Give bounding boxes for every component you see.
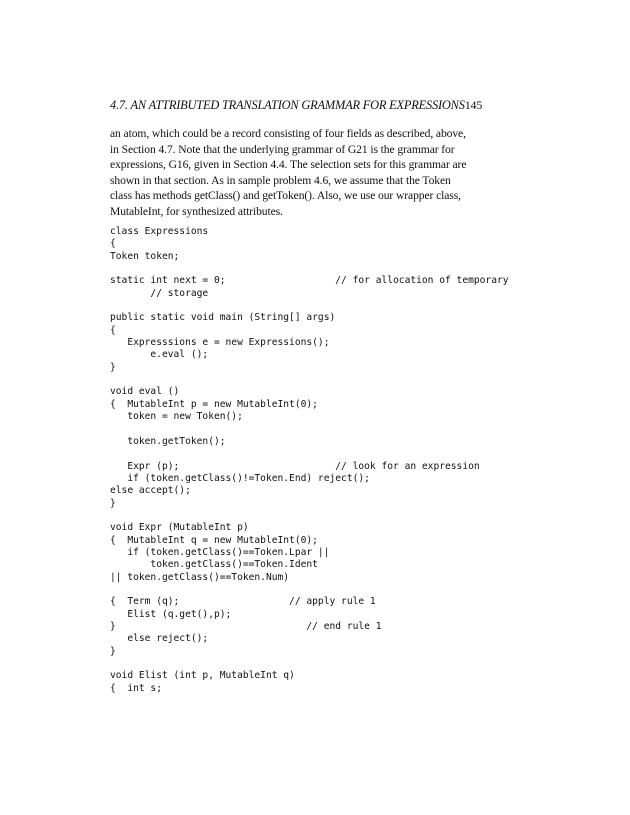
paragraph-line: MutableInt, for synthesized attributes. xyxy=(110,204,283,218)
code-line: // storage xyxy=(110,287,209,299)
paragraph-line: shown in that section. As in sample problem 4.6, we assume that the Token xyxy=(110,173,451,187)
code-line: token = new Token(); xyxy=(110,411,243,423)
code-line: e.eval (); xyxy=(110,349,209,361)
code-line: } xyxy=(110,497,116,509)
code-line: class Expressions xyxy=(110,226,209,237)
paragraph-line: an atom, which could be a record consisting of four fields as described, above, xyxy=(110,127,466,140)
code-line: } xyxy=(110,645,116,657)
code-line xyxy=(110,658,509,670)
code-line: token.getClass()==Token.Ident xyxy=(110,559,318,571)
code-line: { xyxy=(110,238,116,250)
code-line: } xyxy=(110,361,116,373)
code-line: Elist (q.get(),p); xyxy=(110,608,232,620)
code-line: public static void main (String[] args) xyxy=(110,312,336,324)
code-line: Expr (p); // look for an expression xyxy=(110,460,480,472)
code-line: || token.getClass()==Token.Num) xyxy=(110,571,290,583)
code-line: void Elist (int p, MutableInt q) xyxy=(110,670,295,682)
code-line xyxy=(110,300,509,312)
code-line: static int next = 0; // for allocation of temporary xyxy=(110,275,509,287)
paragraph-line: expressions, G16, given in Section 4.4. The selection sets for this grammar are xyxy=(110,158,467,171)
code-line: { MutableInt q = new MutableInt(0); xyxy=(110,534,318,546)
code-line xyxy=(110,424,509,436)
code-line: } // end rule 1 xyxy=(110,621,382,632)
section-title: 4.7. AN ATTRIBUTED TRANSLATION GRAMMAR FOR EXPRESSIONS xyxy=(110,98,465,112)
code-line: token.getToken(); xyxy=(110,435,226,447)
code-line xyxy=(110,263,509,275)
page-number: 145 xyxy=(464,98,483,112)
code-line xyxy=(110,448,509,460)
running-head xyxy=(110,98,490,113)
code-line xyxy=(110,584,509,596)
body-paragraph xyxy=(110,126,484,219)
code-line: else reject(); xyxy=(110,633,209,645)
code-line: Token token; xyxy=(110,250,180,262)
code-line: if (token.getClass()==Token.Lpar || xyxy=(110,546,330,558)
code-listing xyxy=(110,226,509,695)
paragraph-line: class has methods getClass() and getToken(). Also, we use our wrapper class, xyxy=(110,189,461,202)
code-line xyxy=(110,374,509,386)
code-line: if (token.getClass()!=Token.End) reject(); xyxy=(110,472,370,484)
code-line: Expresssions e = new Expressions(); xyxy=(110,337,330,349)
code-line: { xyxy=(110,324,116,336)
code-line: void Expr (MutableInt p) xyxy=(110,522,249,534)
code-line: { Term (q); // apply rule 1 xyxy=(110,596,376,608)
code-line: { int s; xyxy=(110,682,162,694)
code-line: { MutableInt p = new MutableInt(0); xyxy=(110,398,318,410)
code-line xyxy=(110,510,509,522)
paragraph-line: in Section 4.7. Note that the underlying grammar of G21 is the grammar for xyxy=(110,142,455,156)
code-line: else accept(); xyxy=(110,485,191,497)
code-line: void eval () xyxy=(110,386,180,398)
